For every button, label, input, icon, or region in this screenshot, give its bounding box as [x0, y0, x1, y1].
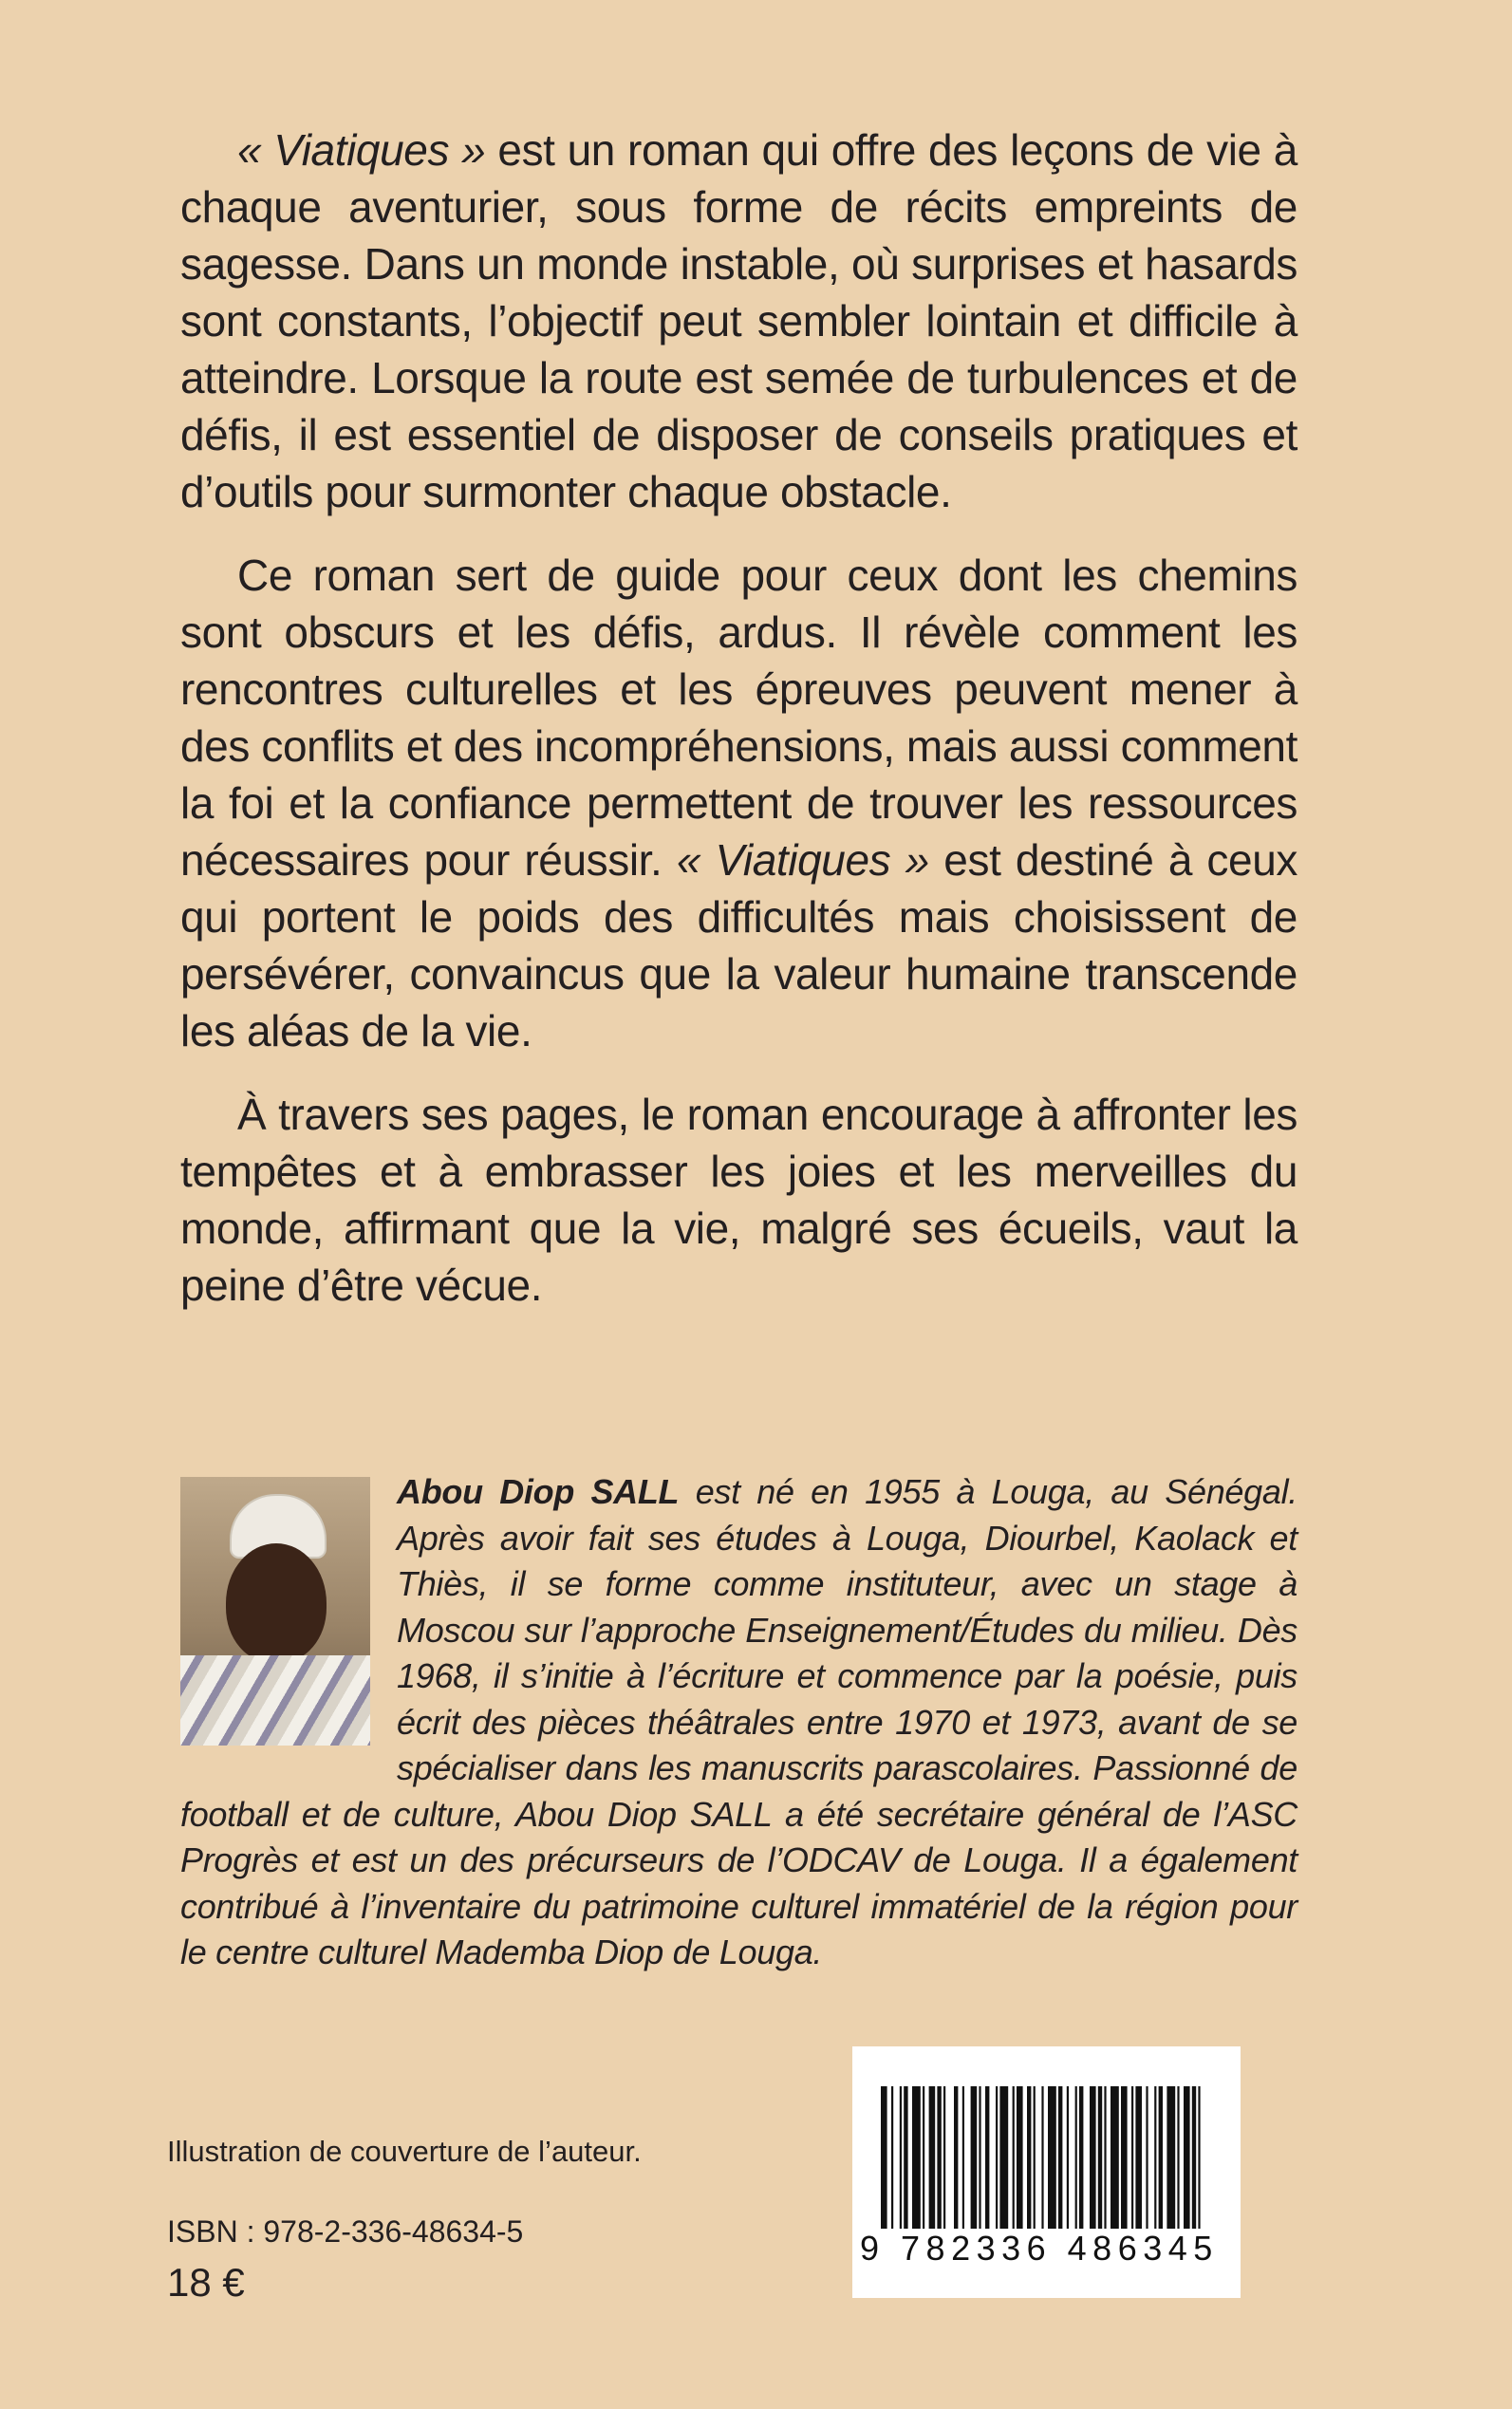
blurb-paragraph-1: « Viatiques » est un roman qui offre des leçons de vie à chaque aventurier, sous forme de récits empreints de sagesse. Dans un monde instable, où surprises et hasards sont constants, l’objectif peut sembler lointain et difficile à atteindre. Lorsque la route est semée de turbulences et de défis, il est essentiel de disposer de conseils pratiques et d’outils pour surmonter chaque obstacle. — [180, 125, 1297, 516]
book-title: « Viatiques » — [676, 835, 929, 885]
author-name: Abou Diop SALL — [397, 1472, 680, 1511]
book-title: « Viatiques » — [237, 125, 486, 175]
author-bio-text: est né en 1955 à Louga, au Sénégal. Après avoir fait ses études à Louga, Diourbel, Kaolack et Thiès, il se forme comme instituteur, avec un stage à Moscou sur l’approche Enseignement/Études du milieu. Dès 1968, il s’initie à l’écriture et commence par la poésie, puis écrit des pièces théâtrales entre 1970 et 1973, avant de se spécialiser dans les manuscrits parascolaires. Passionné de football et de culture, Abou Diop SALL a été secrétaire général de l’ASC Progrès et est un des précurseurs de l’ODCAV de Louga. Il a également contribué à l’inventaire du patrimoine culturel immatériel de la région pour le centre culturel Mademba Diop de Louga. — [180, 1472, 1297, 1971]
isbn: ISBN : 978-2-336-48634-5 — [167, 2214, 524, 2249]
back-cover-blurb — [180, 121, 1297, 1340]
blurb-paragraph-2: Ce roman sert de guide pour ceux dont les chemins sont obscurs et les défis, ardus. Il révèle comment les rencontres culturelles et les épreuves peuvent mener à des conflits et des incompréhensions, mais aussi comment la foi et la confiance permettent de trouver les ressources nécessaires pour réussir. « Viatiques » est destiné à ceux qui portent le poids des difficultés mais choisissent de persévérer, convaincus que la valeur humaine transcende les aléas de la vie. — [180, 551, 1298, 1055]
author-photo — [180, 1477, 370, 1746]
barcode-bars — [881, 2086, 1212, 2229]
blurb-paragraph-3: À travers ses pages, le roman encourage à affronter les tempêtes et à embrasser les joies et les merveilles du monde, affirmant que la vie, malgré ses écueils, vaut la peine d’être vécue. — [180, 1090, 1297, 1310]
barcode — [852, 2046, 1241, 2298]
author-bio — [180, 1469, 1297, 1976]
barcode-digits: 9 782336 486345 — [860, 2229, 1219, 2268]
cover-credit: Illustration de couverture de l’auteur. — [167, 2135, 642, 2168]
price: 18 € — [167, 2260, 245, 2305]
